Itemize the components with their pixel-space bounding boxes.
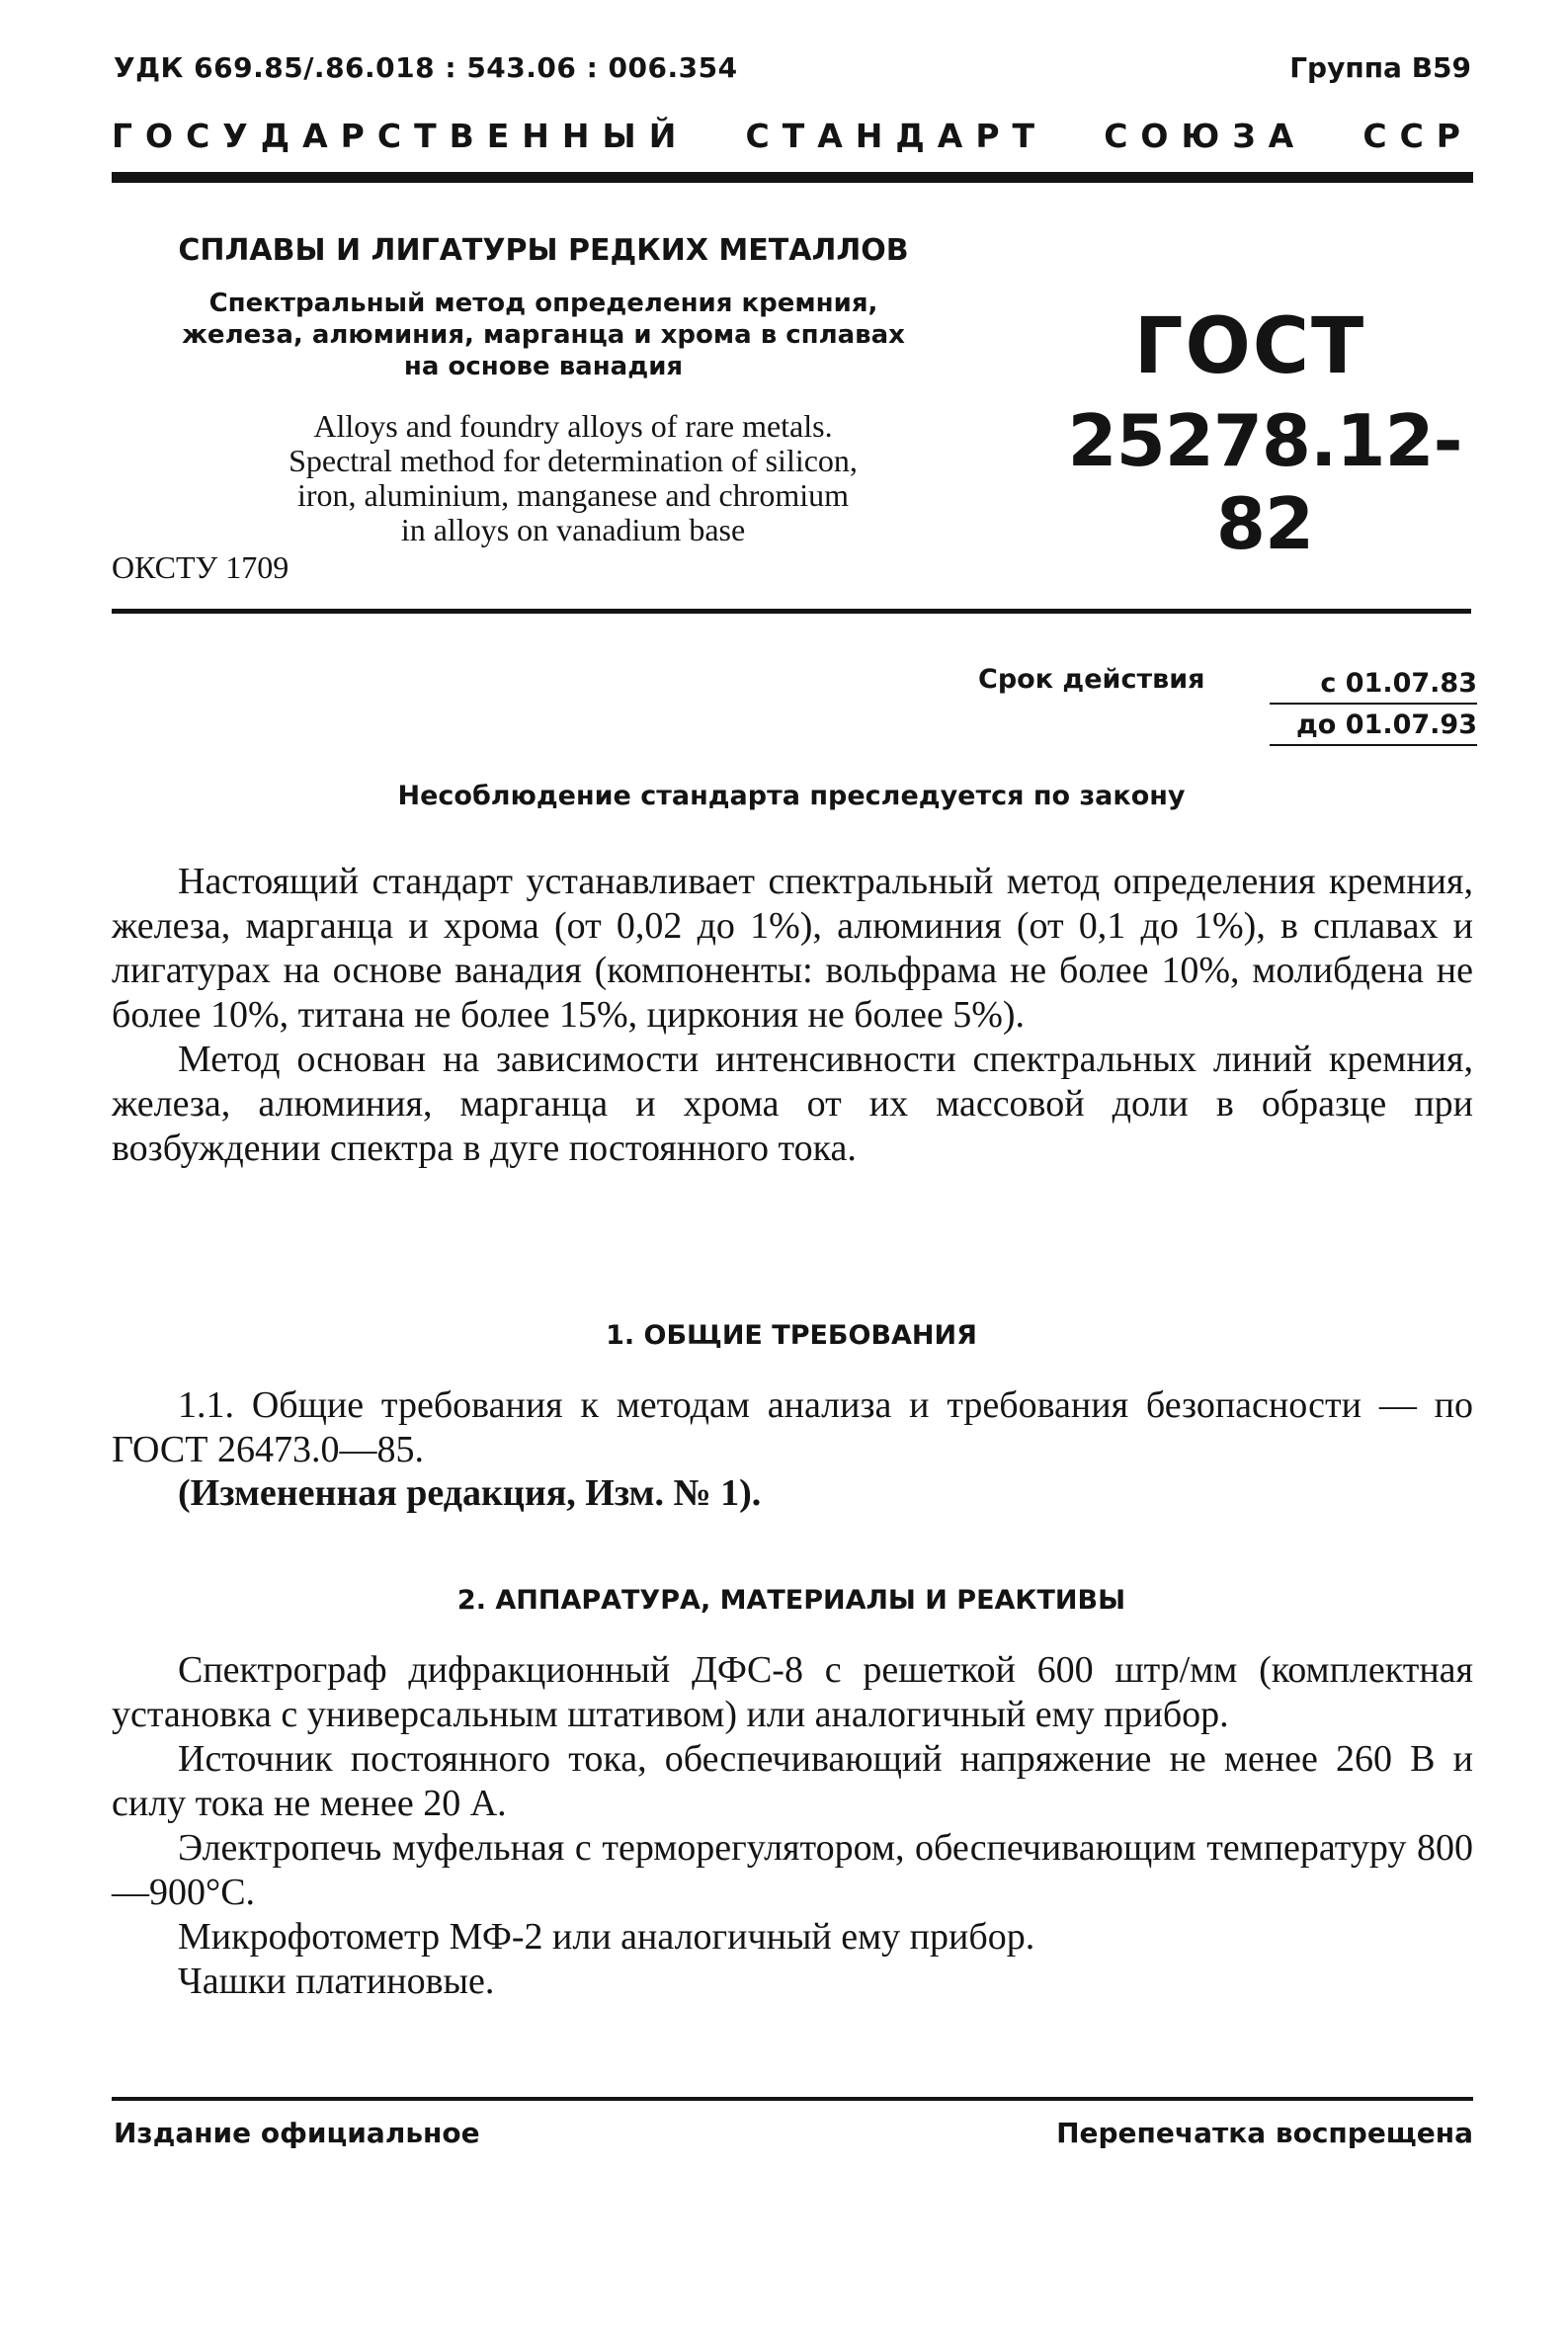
subtitle-line: Спектральный метод определения кремния, xyxy=(208,289,878,318)
group-code: Группа В59 xyxy=(1289,51,1471,84)
validity-label: Срок действия xyxy=(978,664,1205,695)
header-rule xyxy=(112,172,1473,183)
state-word-1: ГОСУДАРСТВЕННЫЙ xyxy=(112,117,690,155)
state-word-2: СТАНДАРТ xyxy=(745,117,1048,155)
subtitle-line: железа, алюминия, марганца и хрома в сплавах xyxy=(182,320,905,350)
english-title xyxy=(173,409,973,547)
subtitle-line: на основе ванадия xyxy=(403,352,684,381)
section-1-body xyxy=(112,1383,1473,1472)
equipment-item: Спектрограф дифракционный ДФС-8 с решеткой 600 штр/мм (комплектная установка с универсальным штативом) или аналогичный ему прибор. xyxy=(112,1649,1473,1735)
equipment-item: Источник постоянного тока, обеспечивающий напряжение не менее 260 В и силу тока не менее 20 А. xyxy=(112,1738,1473,1824)
equipment-item: Микрофотометр МФ-2 или аналогичный ему прибор. xyxy=(178,1916,1035,1958)
state-word-3: СОЮЗА xyxy=(1104,117,1307,155)
intro-paragraph: Метод основан на зависимости интенсивности спектральных линий кремния, железа, алюминия, марганца и хрома от их массовой доли в образце при возбуждении спектра в дуге постоянного тока. xyxy=(112,1039,1473,1169)
document-subtitle xyxy=(114,288,973,382)
section-2-body xyxy=(112,1648,1473,2004)
udk-code: УДК 669.85/.86.018 : 543.06 : 006.354 xyxy=(114,51,738,84)
violation-notice: Несоблюдение стандарта преследуется по закону xyxy=(397,781,1186,811)
validity-from: с 01.07.83 xyxy=(1270,668,1477,705)
amendment-note: (Измененная редакция, Изм. № 1). xyxy=(178,1472,762,1514)
validity-to: до 01.07.93 xyxy=(1270,709,1477,746)
intro-paragraph: Настоящий стандарт устанавливает спектральный метод определения кремния, железа, марганца и хрома (от 0,02 до 1%), алюминия (от 0,1 до 1%), в сплавах и лигатурах на основе ванадия (компоненты: вольфрама не более 10%, молибдена не более 10%, титана не более 15%, циркония не более 5%). xyxy=(112,861,1473,1036)
english-title-line: Alloys and foundry alloys of rare metals. xyxy=(313,408,833,444)
okstu-code: ОКСТУ 1709 xyxy=(112,549,289,585)
english-title-line: iron, aluminium, manganese and chromium xyxy=(296,477,850,513)
section-1-paragraph: 1.1. Общие требования к методам анализа и требования безопасности — по ГОСТ 26473.0—85. xyxy=(112,1384,1473,1470)
section-2-heading: 2. АППАРАТУРА, МАТЕРИАЛЫ И РЕАКТИВЫ xyxy=(456,1585,1126,1616)
footer-rule xyxy=(112,2097,1473,2101)
gost-label: ГОСТ xyxy=(1133,302,1366,391)
equipment-item: Электропечь муфельная с терморегулятором, обеспечивающим температуру 800—900°С. xyxy=(112,1827,1473,1913)
intro-section xyxy=(112,860,1473,1171)
footer-official-edition: Издание официальное xyxy=(114,2117,480,2149)
gost-number: 25278.12-82 xyxy=(1067,399,1462,565)
state-word-4: ССР xyxy=(1362,117,1473,155)
equipment-item: Чашки платиновые. xyxy=(178,1961,495,2002)
footer-reprint-notice: Перепечатка воспрещена xyxy=(1056,2117,1473,2149)
title-rule xyxy=(112,609,1471,614)
english-title-line: Spectral method for determination of silicon, xyxy=(289,443,858,478)
section-1-heading: 1. ОБЩИЕ ТРЕБОВАНИЯ xyxy=(606,1320,977,1351)
state-standard-heading xyxy=(112,117,1473,155)
document-title: СПЛАВЫ И ЛИГАТУРЫ РЕДКИХ МЕТАЛЛОВ xyxy=(178,233,909,268)
english-title-line: in alloys on vanadium base xyxy=(400,512,746,547)
